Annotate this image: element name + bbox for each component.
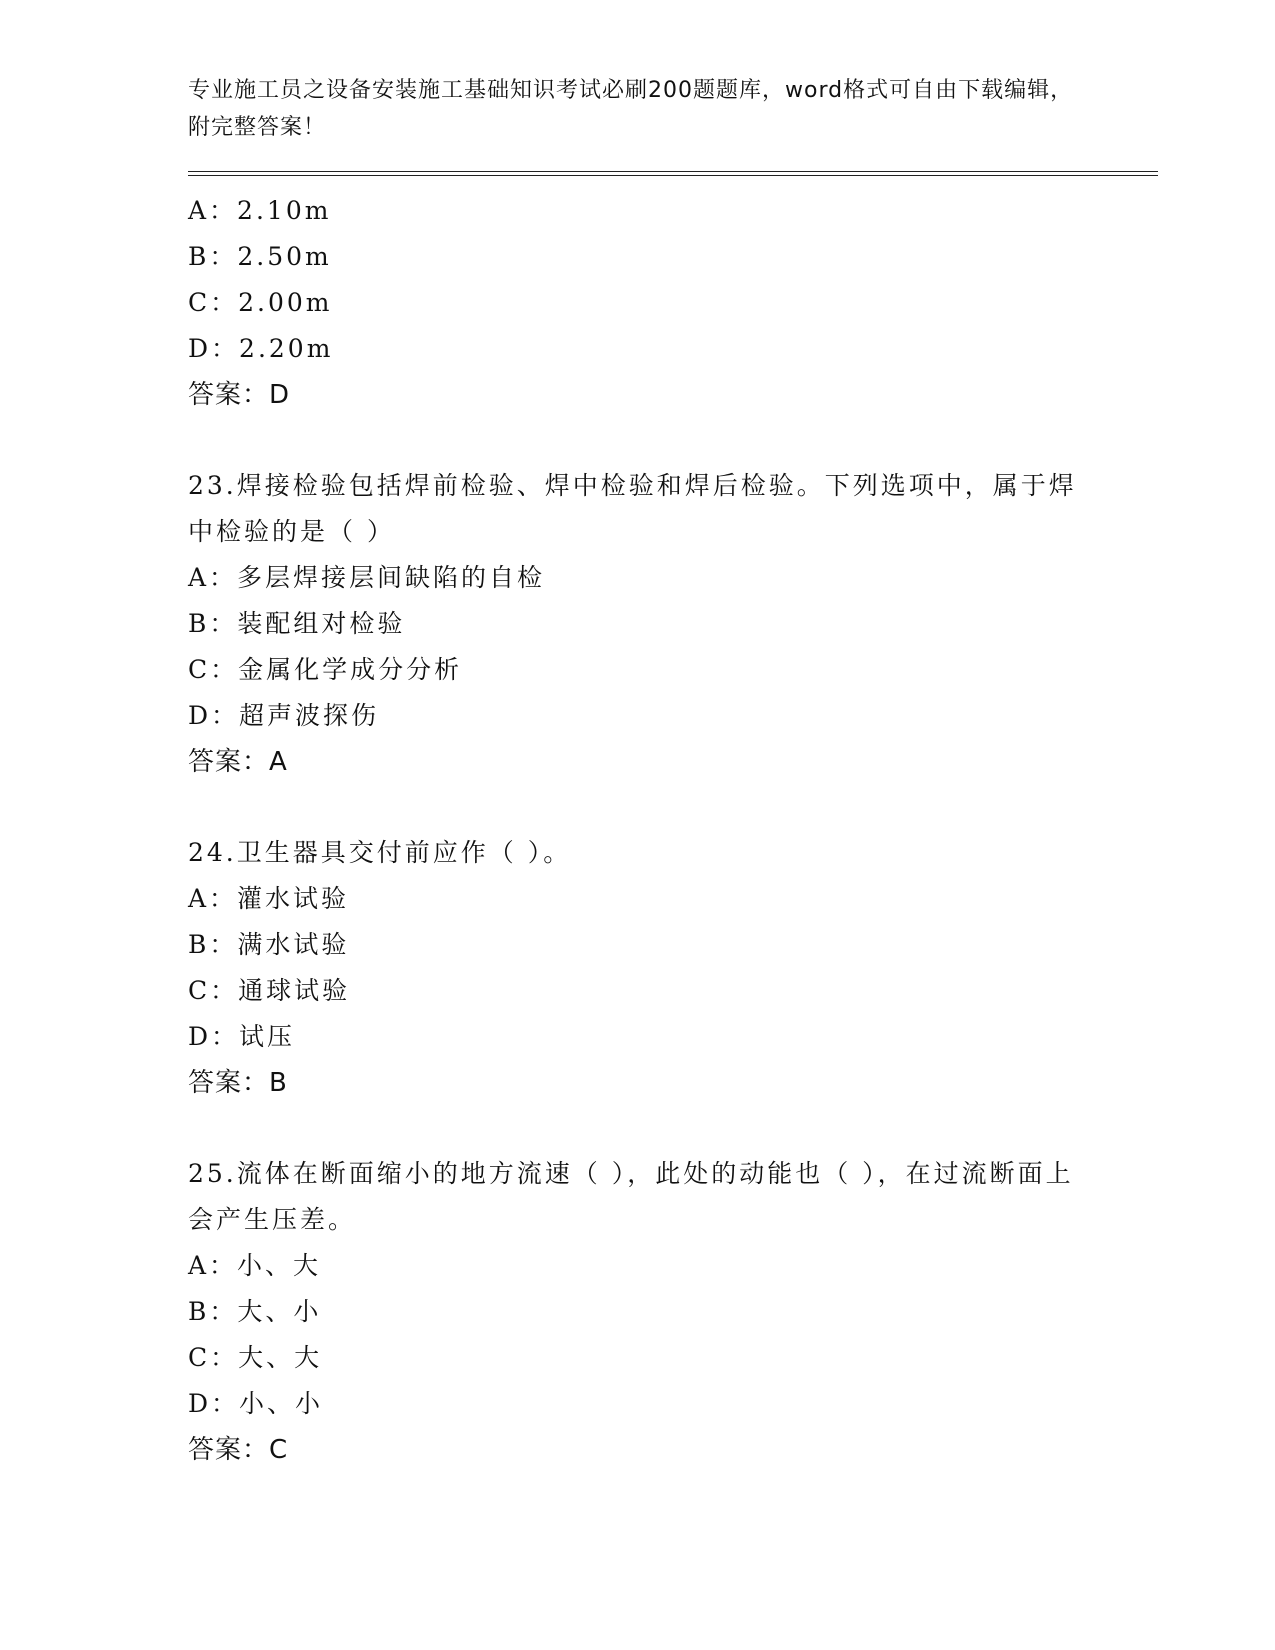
question-block-24: [188, 830, 1088, 1106]
answer-label: 答案：C: [188, 1435, 289, 1465]
option-a: A：小、大: [188, 1251, 322, 1280]
question-block-25: [188, 1151, 1088, 1473]
question-text: 25.流体在断面缩小的地方流速（ ），此处的动能也（ ），在过流断面上会产生压差。: [188, 1159, 1074, 1234]
answer-label: 答案：D: [188, 380, 291, 410]
option-b: B：满水试验: [188, 930, 350, 959]
option-a: A：灌水试验: [188, 884, 350, 913]
question-text: 24.卫生器具交付前应作（ ）。: [188, 838, 572, 867]
answer-label: 答案：A: [188, 747, 288, 777]
option-c: C：金属化学成分分析: [188, 655, 463, 684]
header-divider-bottom: [188, 175, 1158, 176]
header-divider-top: [188, 171, 1158, 172]
question-text: 23.焊接检验包括焊前检验、焊中检验和焊后检验。下列选项中，属于焊中检验的是（ ）: [188, 471, 1077, 546]
question-block-22: [188, 188, 1088, 418]
option-c: C：2.00m: [188, 288, 333, 317]
option-c: C：大、大: [188, 1343, 323, 1372]
spacer: [188, 785, 1088, 830]
option-d: D：试压: [188, 1022, 296, 1051]
option-d: D：小、小: [188, 1389, 324, 1418]
option-b: B：2.50m: [188, 242, 332, 271]
option-a: A：多层焊接层间缺陷的自检: [188, 563, 546, 592]
option-d: D：2.20m: [188, 334, 334, 363]
spacer: [188, 1106, 1088, 1151]
question-list: [188, 188, 1088, 1473]
question-block-23: [188, 463, 1088, 785]
answer-label: 答案：B: [188, 1068, 288, 1098]
option-b: B：装配组对检验: [188, 609, 406, 638]
spacer: [188, 418, 1088, 463]
option-a: A：2.10m: [188, 196, 332, 225]
document-header-title: 专业施工员之设备安装施工基础知识考试必刷200题题库，word格式可自由下载编辑，附完整答案！: [188, 78, 1074, 140]
option-d: D：超声波探伤: [188, 701, 380, 730]
option-b: B：大、小: [188, 1297, 322, 1326]
option-c: C：通球试验: [188, 976, 351, 1005]
